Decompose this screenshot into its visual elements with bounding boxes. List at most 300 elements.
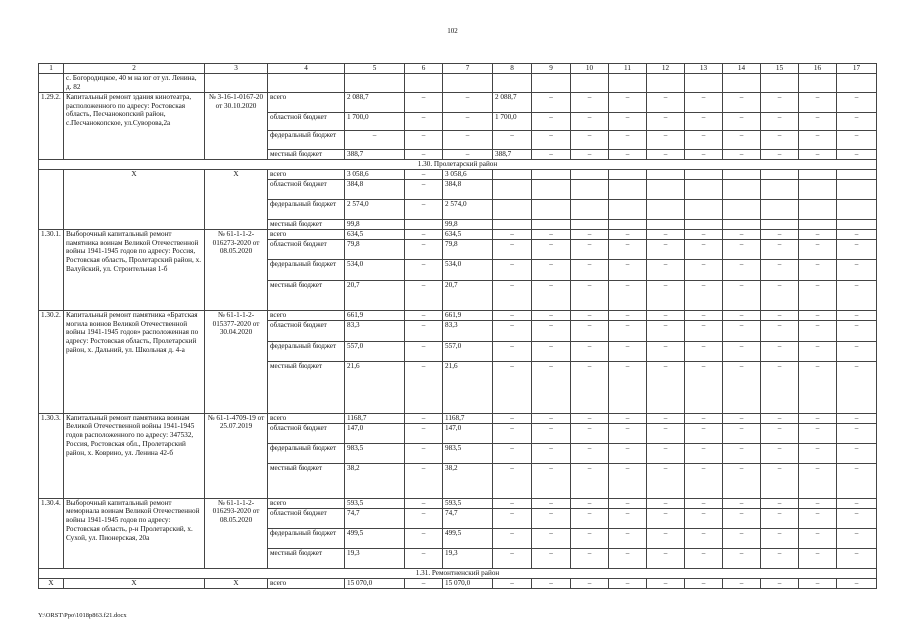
dash-cell: – (532, 280, 571, 310)
expertise-document: № 61-1-1-2-015377-2020 от 30.04.2020 (205, 310, 268, 413)
amount-cell: 593,5 (443, 498, 493, 508)
amount-cell: – (405, 341, 443, 361)
dash-cell: – (532, 508, 571, 528)
amount-cell: 21,6 (345, 361, 405, 413)
section-row (39, 159, 877, 169)
dash-cell: – (799, 259, 837, 280)
dash-cell: – (799, 92, 837, 112)
column-number-header: 2 (64, 64, 205, 74)
dash-cell: – (761, 280, 799, 310)
dash-cell: – (571, 310, 609, 320)
amount-cell: 38,2 (345, 463, 405, 498)
budget-type: областной бюджет (268, 320, 345, 341)
table-cell (761, 73, 799, 92)
dash-cell: – (723, 578, 761, 588)
table-row (39, 73, 877, 92)
empty-cell (837, 179, 877, 199)
dash-cell: – (799, 280, 837, 310)
dash-cell: – (609, 92, 647, 112)
table-cell (345, 73, 405, 92)
dash-cell: – (799, 341, 837, 361)
empty-cell (837, 169, 877, 179)
amount-cell: 15 070,0 (345, 578, 405, 588)
amount-cell: 384,8 (443, 179, 493, 199)
dash-cell: – (837, 498, 877, 508)
column-number-header: 10 (571, 64, 609, 74)
dash-cell: – (685, 463, 723, 498)
dash-cell: – (837, 259, 877, 280)
empty-cell (685, 169, 723, 179)
dash-cell: – (571, 361, 609, 413)
budget-type: федеральный бюджет (268, 259, 345, 280)
dash-cell: – (761, 361, 799, 413)
dash-cell: – (647, 229, 685, 239)
amount-cell: 388,7 (493, 149, 532, 159)
amount-cell: 499,5 (443, 528, 493, 548)
dash-cell: – (723, 508, 761, 528)
empty-cell (493, 179, 532, 199)
table-cell (723, 73, 761, 92)
amount-cell: – (443, 92, 493, 112)
budget-type: всего (268, 229, 345, 239)
dash-cell: – (799, 361, 837, 413)
amount-cell: – (493, 548, 532, 568)
dash-cell: – (532, 528, 571, 548)
table-cell (493, 73, 532, 92)
table-cell (685, 73, 723, 92)
empty-cell (647, 169, 685, 179)
amount-cell: – (405, 443, 443, 463)
budget-type: областной бюджет (268, 508, 345, 528)
dash-cell: – (761, 130, 799, 149)
dash-cell: – (723, 149, 761, 159)
empty-cell (609, 169, 647, 179)
amount-cell: 661,9 (345, 310, 405, 320)
dash-cell: – (723, 341, 761, 361)
empty-cell (837, 219, 877, 229)
column-number-header: 17 (837, 64, 877, 74)
dash-cell: – (609, 229, 647, 239)
dash-cell: – (609, 259, 647, 280)
amount-cell: 499,5 (345, 528, 405, 548)
dash-cell: – (571, 548, 609, 568)
dash-cell: – (761, 463, 799, 498)
empty-cell (761, 179, 799, 199)
amount-cell: 534,0 (345, 259, 405, 280)
amount-cell: – (493, 130, 532, 149)
dash-cell: – (609, 443, 647, 463)
amount-cell: – (443, 149, 493, 159)
column-number-header: 9 (532, 64, 571, 74)
amount-cell: – (405, 169, 443, 179)
table-row (39, 92, 877, 112)
dash-cell: – (609, 341, 647, 361)
amount-cell: – (405, 361, 443, 413)
row-number: 1.30.2. (39, 310, 64, 413)
dash-cell: – (609, 361, 647, 413)
dash-cell: – (571, 498, 609, 508)
table-row (39, 310, 877, 320)
amount-cell: 19,3 (443, 548, 493, 568)
budget-type: местный бюджет (268, 149, 345, 159)
amount-cell: 593,5 (345, 498, 405, 508)
dash-cell: – (761, 498, 799, 508)
budget-type: местный бюджет (268, 548, 345, 568)
column-number-header: 8 (493, 64, 532, 74)
dash-cell: – (837, 548, 877, 568)
dash-cell: – (571, 112, 609, 130)
budget-type: местный бюджет (268, 219, 345, 229)
dash-cell: – (647, 92, 685, 112)
empty-cell (532, 169, 571, 179)
dash-cell: – (723, 130, 761, 149)
amount-cell: – (493, 239, 532, 259)
dash-cell: – (685, 310, 723, 320)
amount-cell: – (405, 199, 443, 219)
dash-cell: – (685, 92, 723, 112)
dash-cell: – (571, 528, 609, 548)
column-number-header: 14 (723, 64, 761, 74)
dash-cell: – (571, 239, 609, 259)
dash-cell: – (837, 280, 877, 310)
amount-cell: – (405, 130, 443, 149)
amount-cell: 20,7 (443, 280, 493, 310)
budget-type: местный бюджет (268, 280, 345, 310)
amount-cell: 557,0 (443, 341, 493, 361)
dash-cell: – (609, 578, 647, 588)
amount-cell: 1168,7 (345, 413, 405, 423)
expertise-document: № 3-16-1-0167-20 от 30.10.2020 (205, 92, 268, 159)
amount-cell: 634,5 (443, 229, 493, 239)
table-cell (532, 73, 571, 92)
dash-cell: – (799, 463, 837, 498)
column-number-header: 3 (205, 64, 268, 74)
dash-cell: – (837, 239, 877, 259)
dash-cell: – (532, 92, 571, 112)
amount-cell: – (405, 498, 443, 508)
table-cell (799, 73, 837, 92)
dash-cell: – (685, 229, 723, 239)
amount-cell: – (493, 443, 532, 463)
amount-cell: 74,7 (345, 508, 405, 528)
amount-cell: – (405, 310, 443, 320)
table-row (39, 413, 877, 423)
dash-cell: – (799, 423, 837, 443)
dash-cell: – (647, 130, 685, 149)
dash-cell: – (532, 443, 571, 463)
table-cell (837, 73, 877, 92)
amount-cell: 3 058,6 (345, 169, 405, 179)
column-number-header: 5 (345, 64, 405, 74)
dash-cell: – (799, 310, 837, 320)
dash-cell: – (799, 413, 837, 423)
amount-cell: – (493, 423, 532, 443)
dash-cell: – (571, 92, 609, 112)
dash-cell: – (837, 92, 877, 112)
empty-cell (723, 219, 761, 229)
dash-cell: – (647, 578, 685, 588)
dash-cell: – (723, 280, 761, 310)
amount-cell: – (405, 578, 443, 588)
amount-cell: 21,6 (443, 361, 493, 413)
row-number: Х (39, 578, 64, 588)
dash-cell: – (837, 229, 877, 239)
column-number-header: 6 (405, 64, 443, 74)
dash-cell: – (647, 112, 685, 130)
dash-cell: – (723, 92, 761, 112)
expertise-document: № 61-1-1-2-016293-2020 от 08.05.2020 (205, 498, 268, 568)
dash-cell: – (761, 92, 799, 112)
amount-cell: 2 088,7 (493, 92, 532, 112)
amount-cell: – (493, 578, 532, 588)
amount-cell: – (405, 229, 443, 239)
empty-cell (685, 219, 723, 229)
dash-cell: – (685, 259, 723, 280)
amount-cell: 38,2 (443, 463, 493, 498)
empty-cell (532, 179, 571, 199)
amount-cell: – (493, 320, 532, 341)
column-number-header: 11 (609, 64, 647, 74)
dash-cell: – (532, 413, 571, 423)
amount-cell: – (405, 413, 443, 423)
dash-cell: – (799, 229, 837, 239)
dash-cell: – (837, 361, 877, 413)
amount-cell: – (405, 548, 443, 568)
dash-cell: – (532, 578, 571, 588)
dash-cell: – (532, 229, 571, 239)
amount-cell (405, 219, 443, 229)
amount-cell: – (405, 463, 443, 498)
dash-cell: – (799, 498, 837, 508)
dash-cell: – (761, 259, 799, 280)
budget-type: областной бюджет (268, 179, 345, 199)
dash-cell: – (647, 280, 685, 310)
column-number-header: 15 (761, 64, 799, 74)
dash-cell: – (609, 112, 647, 130)
section-row (39, 568, 877, 578)
empty-cell (571, 169, 609, 179)
dash-cell: – (647, 548, 685, 568)
dash-cell: – (799, 130, 837, 149)
amount-cell: – (405, 112, 443, 130)
dash-cell: – (837, 423, 877, 443)
budget-type: областной бюджет (268, 239, 345, 259)
section-heading: 1.30. Пролетарский район (39, 159, 877, 169)
dash-cell: – (837, 413, 877, 423)
dash-cell: – (532, 361, 571, 413)
amount-cell: 79,8 (443, 239, 493, 259)
dash-cell: – (647, 508, 685, 528)
amount-cell: – (493, 508, 532, 528)
amount-cell: 384,8 (345, 179, 405, 199)
dash-cell: – (647, 341, 685, 361)
amount-cell: – (493, 413, 532, 423)
dash-cell: – (647, 239, 685, 259)
dash-cell: – (571, 149, 609, 159)
dash-cell: – (761, 548, 799, 568)
dash-cell: – (571, 280, 609, 310)
budget-type: всего (268, 578, 345, 588)
dash-cell: – (799, 548, 837, 568)
dash-cell: – (799, 112, 837, 130)
dash-cell: – (761, 320, 799, 341)
dash-cell: – (685, 239, 723, 259)
dash-cell: – (532, 320, 571, 341)
amount-cell: 99,8 (345, 219, 405, 229)
empty-cell (799, 219, 837, 229)
amount-cell: – (493, 280, 532, 310)
object-description: Х (64, 169, 205, 229)
amount-cell: 2 088,7 (345, 92, 405, 112)
amount-cell: – (405, 508, 443, 528)
dash-cell: – (609, 320, 647, 341)
dash-cell: – (685, 413, 723, 423)
column-number-header: 16 (799, 64, 837, 74)
empty-cell (685, 199, 723, 219)
budget-type: федеральный бюджет (268, 443, 345, 463)
dash-cell: – (532, 341, 571, 361)
dash-cell: – (761, 229, 799, 239)
dash-cell: – (647, 498, 685, 508)
expertise-document: № 61-1-4709-19 от 25.07.2019 (205, 413, 268, 498)
dash-cell: – (723, 528, 761, 548)
dash-cell: – (647, 463, 685, 498)
object-description: с. Богородицкое, 40 м на юг от ул. Ленина, д. 82 (64, 73, 205, 92)
empty-cell (723, 169, 761, 179)
dash-cell: – (723, 413, 761, 423)
empty-cell (493, 219, 532, 229)
dash-cell: – (799, 149, 837, 159)
empty-cell (532, 199, 571, 219)
amount-cell: 983,5 (345, 443, 405, 463)
amount-cell: – (405, 239, 443, 259)
dash-cell: – (685, 361, 723, 413)
empty-cell (761, 199, 799, 219)
object-description: Выборочный капитальный ремонт памятника воинам Великой Отечественной войны 1941-1945 годов по адресу: Россия, Ростовская область, Пролетарский район, х. Валуйский, ул. Строительная 1-б (64, 229, 205, 310)
dash-cell: – (685, 578, 723, 588)
dash-cell: – (723, 229, 761, 239)
dash-cell: – (837, 578, 877, 588)
object-description: Выборочный капитальный ремонт мемориала воинам Великой Отечественной войны 1941-1945 годов по адресу: Ростовская область, р-н Пролетарский, х. Сухой, ул. Пионерская, 20а (64, 498, 205, 568)
dash-cell: – (723, 548, 761, 568)
amount-cell: – (493, 310, 532, 320)
dash-cell: – (609, 463, 647, 498)
dash-cell: – (571, 508, 609, 528)
dash-cell: – (685, 548, 723, 568)
empty-cell (799, 199, 837, 219)
dash-cell: – (685, 443, 723, 463)
amount-cell: 534,0 (443, 259, 493, 280)
dash-cell: – (837, 149, 877, 159)
amount-cell: 1168,7 (443, 413, 493, 423)
expertise-document: № 61-1-1-2-016273-2020 от 08.05.2020 (205, 229, 268, 310)
amount-cell: – (405, 423, 443, 443)
dash-cell: – (761, 508, 799, 528)
column-number-header: 7 (443, 64, 493, 74)
empty-cell (609, 219, 647, 229)
amount-cell: – (493, 341, 532, 361)
dash-cell: – (799, 528, 837, 548)
dash-cell: – (532, 423, 571, 443)
dash-cell: – (647, 443, 685, 463)
amount-cell: – (443, 130, 493, 149)
row-number (39, 169, 64, 229)
empty-cell (647, 199, 685, 219)
amount-cell: – (493, 259, 532, 280)
object-description: Х (64, 578, 205, 588)
amount-cell: 1 700,0 (345, 112, 405, 130)
dash-cell: – (571, 423, 609, 443)
empty-cell (571, 179, 609, 199)
amount-cell: – (493, 528, 532, 548)
empty-cell (723, 199, 761, 219)
amount-cell: 1 700,0 (493, 112, 532, 130)
dash-cell: – (685, 528, 723, 548)
dash-cell: – (532, 498, 571, 508)
dash-cell: – (837, 130, 877, 149)
dash-cell: – (647, 149, 685, 159)
amount-cell: 147,0 (345, 423, 405, 443)
empty-cell (761, 169, 799, 179)
amount-cell: 388,7 (345, 149, 405, 159)
dash-cell: – (609, 280, 647, 310)
amount-cell: 74,7 (443, 508, 493, 528)
table-row (39, 169, 877, 179)
empty-cell (685, 179, 723, 199)
dash-cell: – (571, 578, 609, 588)
dash-cell: – (532, 463, 571, 498)
dash-cell: – (837, 463, 877, 498)
column-number-row (39, 64, 877, 74)
budget-table (38, 63, 877, 589)
amount-cell: 147,0 (443, 423, 493, 443)
dash-cell: – (571, 341, 609, 361)
column-number-header: 1 (39, 64, 64, 74)
empty-cell (493, 169, 532, 179)
dash-cell: – (532, 130, 571, 149)
dash-cell: – (571, 259, 609, 280)
dash-cell: – (723, 498, 761, 508)
dash-cell: – (723, 463, 761, 498)
dash-cell: – (609, 239, 647, 259)
row-number: 1.29.2. (39, 92, 64, 159)
amount-cell: 557,0 (345, 341, 405, 361)
dash-cell: – (532, 112, 571, 130)
dash-cell: – (799, 239, 837, 259)
dash-cell: – (532, 149, 571, 159)
dash-cell: – (647, 413, 685, 423)
amount-cell: 20,7 (345, 280, 405, 310)
column-number-header: 13 (685, 64, 723, 74)
dash-cell: – (647, 423, 685, 443)
amount-cell: – (405, 179, 443, 199)
amount-cell: 661,9 (443, 310, 493, 320)
dash-cell: – (723, 443, 761, 463)
dash-cell: – (647, 310, 685, 320)
dash-cell: – (723, 112, 761, 130)
empty-cell (723, 179, 761, 199)
amount-cell: – (443, 112, 493, 130)
table-cell (609, 73, 647, 92)
row-number: 1.30.4. (39, 498, 64, 568)
table-row (39, 578, 877, 588)
dash-cell: – (761, 528, 799, 548)
empty-cell (571, 199, 609, 219)
dash-cell: – (723, 361, 761, 413)
dash-cell: – (647, 320, 685, 341)
dash-cell: – (799, 443, 837, 463)
empty-cell (799, 179, 837, 199)
